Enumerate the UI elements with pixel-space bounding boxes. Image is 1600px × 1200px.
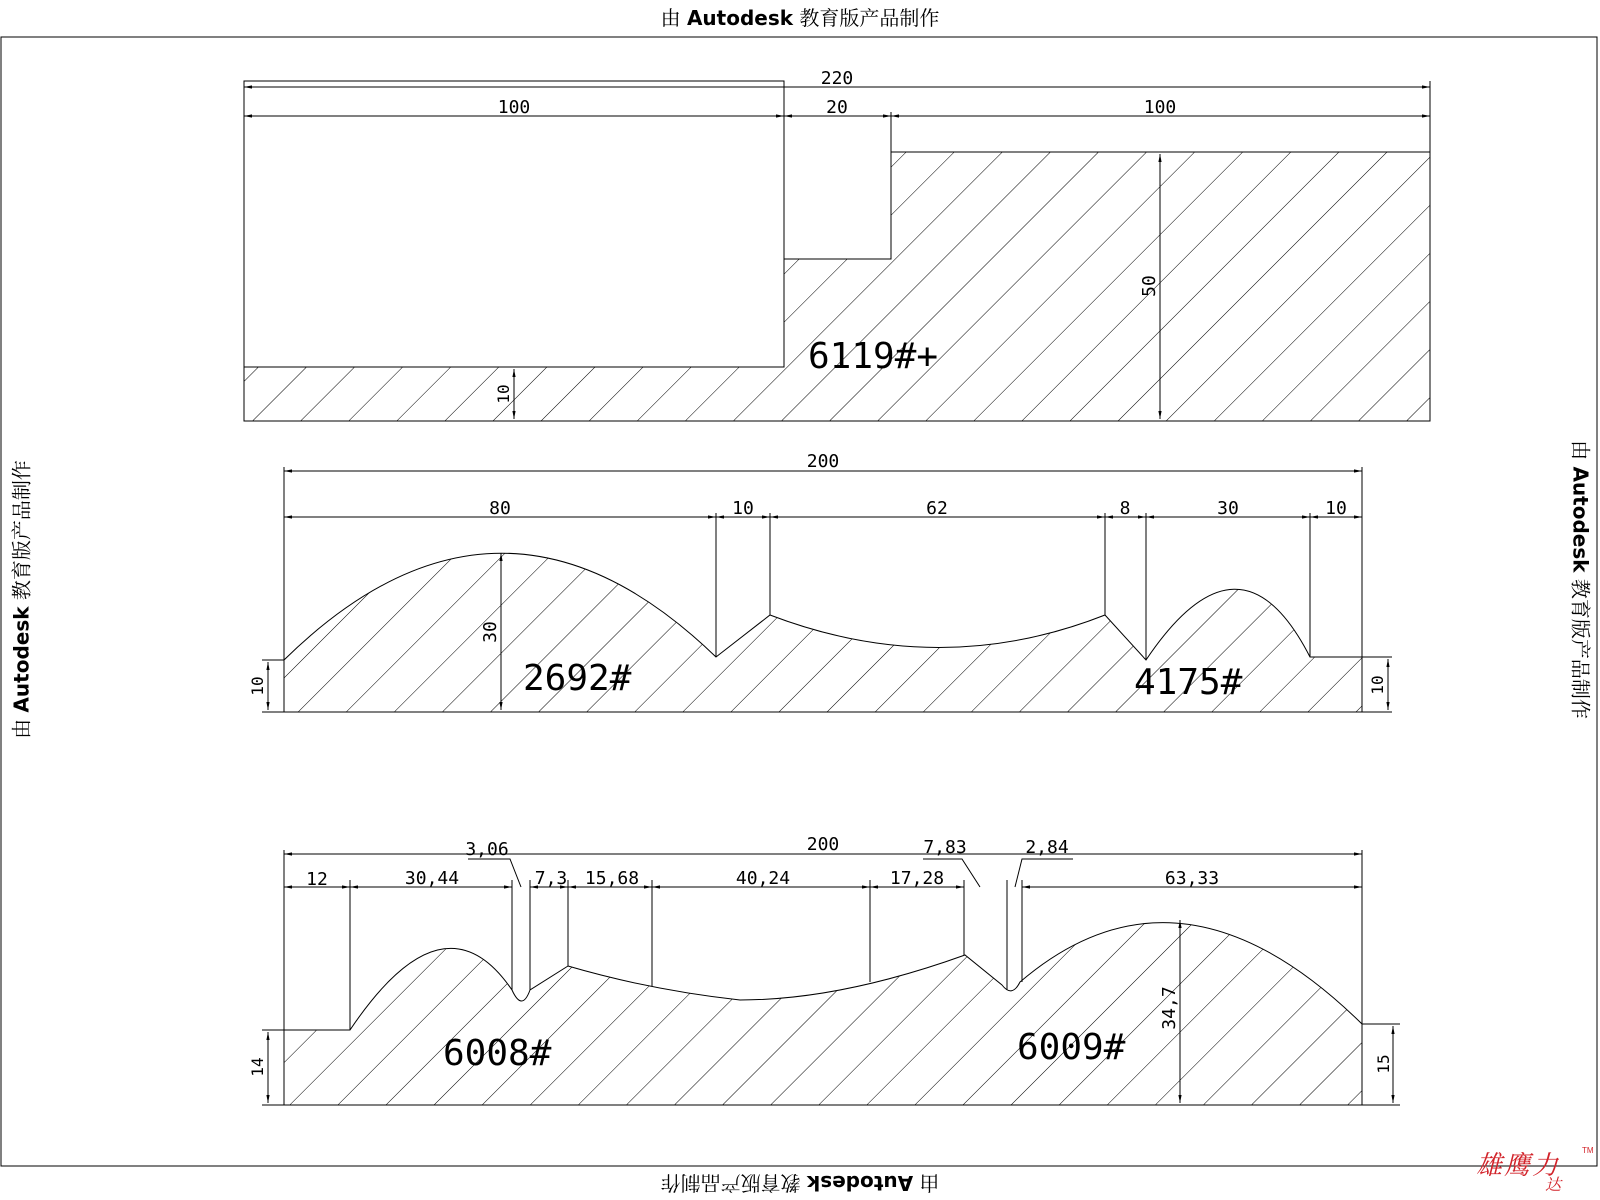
watermark-left [6,440,35,760]
dim-100-right: 100 [1143,97,1177,118]
dim-63-33: 63,33 [1164,868,1220,889]
watermark-brand: Autodesk [9,606,34,713]
dim-62: 62 [926,498,948,519]
watermark-suffix: 教育版产品制作 [1568,578,1593,719]
dim-30-height: 30 [480,621,501,643]
dim-200-a: 200 [806,451,840,472]
part-label-6119: 6119#+ [808,336,939,377]
dim-15: 15 [1374,1054,1393,1074]
dim-14: 14 [248,1057,267,1077]
dim-15-68: 15,68 [584,868,640,889]
watermark-suffix: 教育版产品制作 [660,1171,801,1195]
dim-17-28: 17,28 [889,868,945,889]
dim-12: 12 [306,869,328,890]
dim-80: 80 [489,498,511,519]
part-label-4175: 4175# [1134,662,1243,703]
part-label-6009: 6009# [1017,1027,1126,1068]
watermark-right [1568,420,1597,740]
watermark-prefix: 由 [1568,440,1593,461]
profile-1-empty-area [244,81,784,367]
dim-7-83: 7,83 [923,837,967,858]
company-logo: 雄鹰力 [1476,1151,1561,1181]
watermark-brand: Autodesk [806,1171,914,1195]
part-label-6008: 6008# [443,1033,552,1074]
dim-20: 20 [826,97,848,118]
logo-trademark: TM [1582,1146,1594,1155]
dim-8: 8 [1119,498,1131,519]
dim-34-7: 34,7 [1159,986,1180,1030]
dim-10: 10 [494,384,513,404]
dim-10-left: 10 [248,676,267,696]
dim-30-a: 30 [1217,498,1239,519]
dim-220: 220 [820,68,854,89]
part-label-2692: 2692# [523,658,632,699]
dim-200-b: 200 [806,834,840,855]
profile-3-outline [284,923,1362,1105]
watermark-prefix: 由 [919,1171,940,1195]
dim-100-left: 100 [497,97,531,118]
watermark-brand: Autodesk [1568,466,1593,573]
dim-10-b: 10 [1325,498,1347,519]
dim-10-a: 10 [732,498,754,519]
dim-30-44: 30,44 [404,868,460,889]
watermark-top [0,2,1600,31]
dim-3-06: 3,06 [465,839,509,860]
watermark-brand: Autodesk [686,6,794,30]
watermark-suffix: 教育版产品制作 [799,6,940,30]
dim-2-84: 2,84 [1025,837,1069,858]
dim-40-24: 40,24 [735,868,791,889]
dim-10-right: 10 [1368,675,1387,695]
watermark-prefix: 由 [660,6,681,30]
dim-50: 50 [1139,275,1160,297]
dim-7-3: 7,3 [534,868,568,889]
watermark-bottom [0,1170,1600,1199]
watermark-prefix: 由 [9,718,34,739]
logo-subtext: 达 [1545,1175,1562,1194]
watermark-suffix: 教育版产品制作 [9,460,34,601]
